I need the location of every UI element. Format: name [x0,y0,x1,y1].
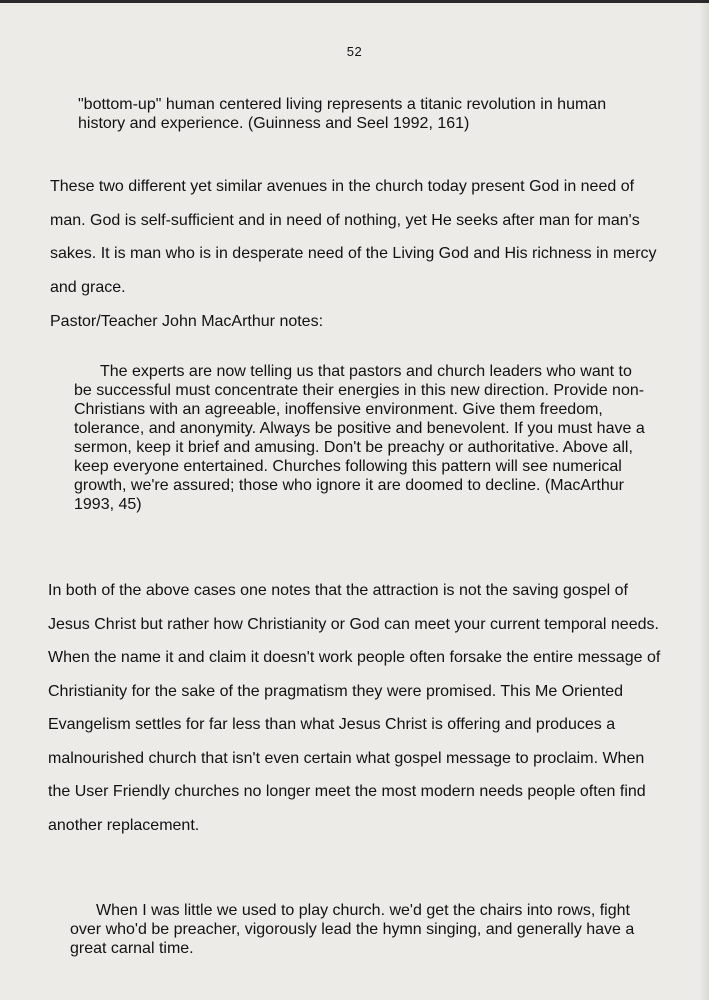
block-quote-macarthur: The experts are now telling us that pastors and church leaders who want to be successful must concentrate their energies in this new direction. Provide non-Christians with an agreeable, inoffensive environment. Give them freedom, tolerance, and anonymity. Always be positive and benevolent. If you must have a sermon, keep it brief and amusing. Don't be preachy or authoritative. Above all, keep everyone entertained. Churches following this pattern will see numerical growth, we're assured; those who ignore it are doomed to decline. (MacArthur 1993, 45) [74,363,645,513]
paragraph-attraction: In both of the above cases one notes that the attraction is not the saving gospel of Jesus Christ but rather how Christianity or God can meet your current temporal needs. When the name it and claim it doesn't work people often forsake the entire message of Christianity for the sake of the pragmatism they were promised. This Me Oriented Evangelism settles for far less than what Jesus Christ is offering and produces a malnourished church that isn't even certain what gospel message to proclaim. When the User Friendly churches no longer meet the most modern needs people often find another replacement. [48,582,661,834]
paragraph-avenues: These two different yet similar avenues in the church today present God in need of man. God is self-sufficient and in need of nothing, yet He seeks after man for man's sakes. It is man who is in desperate need of the Living God and His richness in mercy and grace. [50,178,657,296]
page-number: 52 [346,44,363,59]
macarthur-intro: Pastor/Teacher John MacArthur notes: [50,313,324,330]
block-quote-guinness: "bottom-up" human centered living represents a titanic revolution in human history and experience. (Guinness and Seel 1992, 161) [78,96,607,132]
scan-right-edge-shadow [699,0,709,1000]
scan-top-edge [0,0,709,3]
block-quote-play-church: When I was little we used to play church. we'd get the chairs into rows, fight over who'd be preacher, vigorously lead the hymn singing, and generally have a great carnal time. [70,902,635,957]
